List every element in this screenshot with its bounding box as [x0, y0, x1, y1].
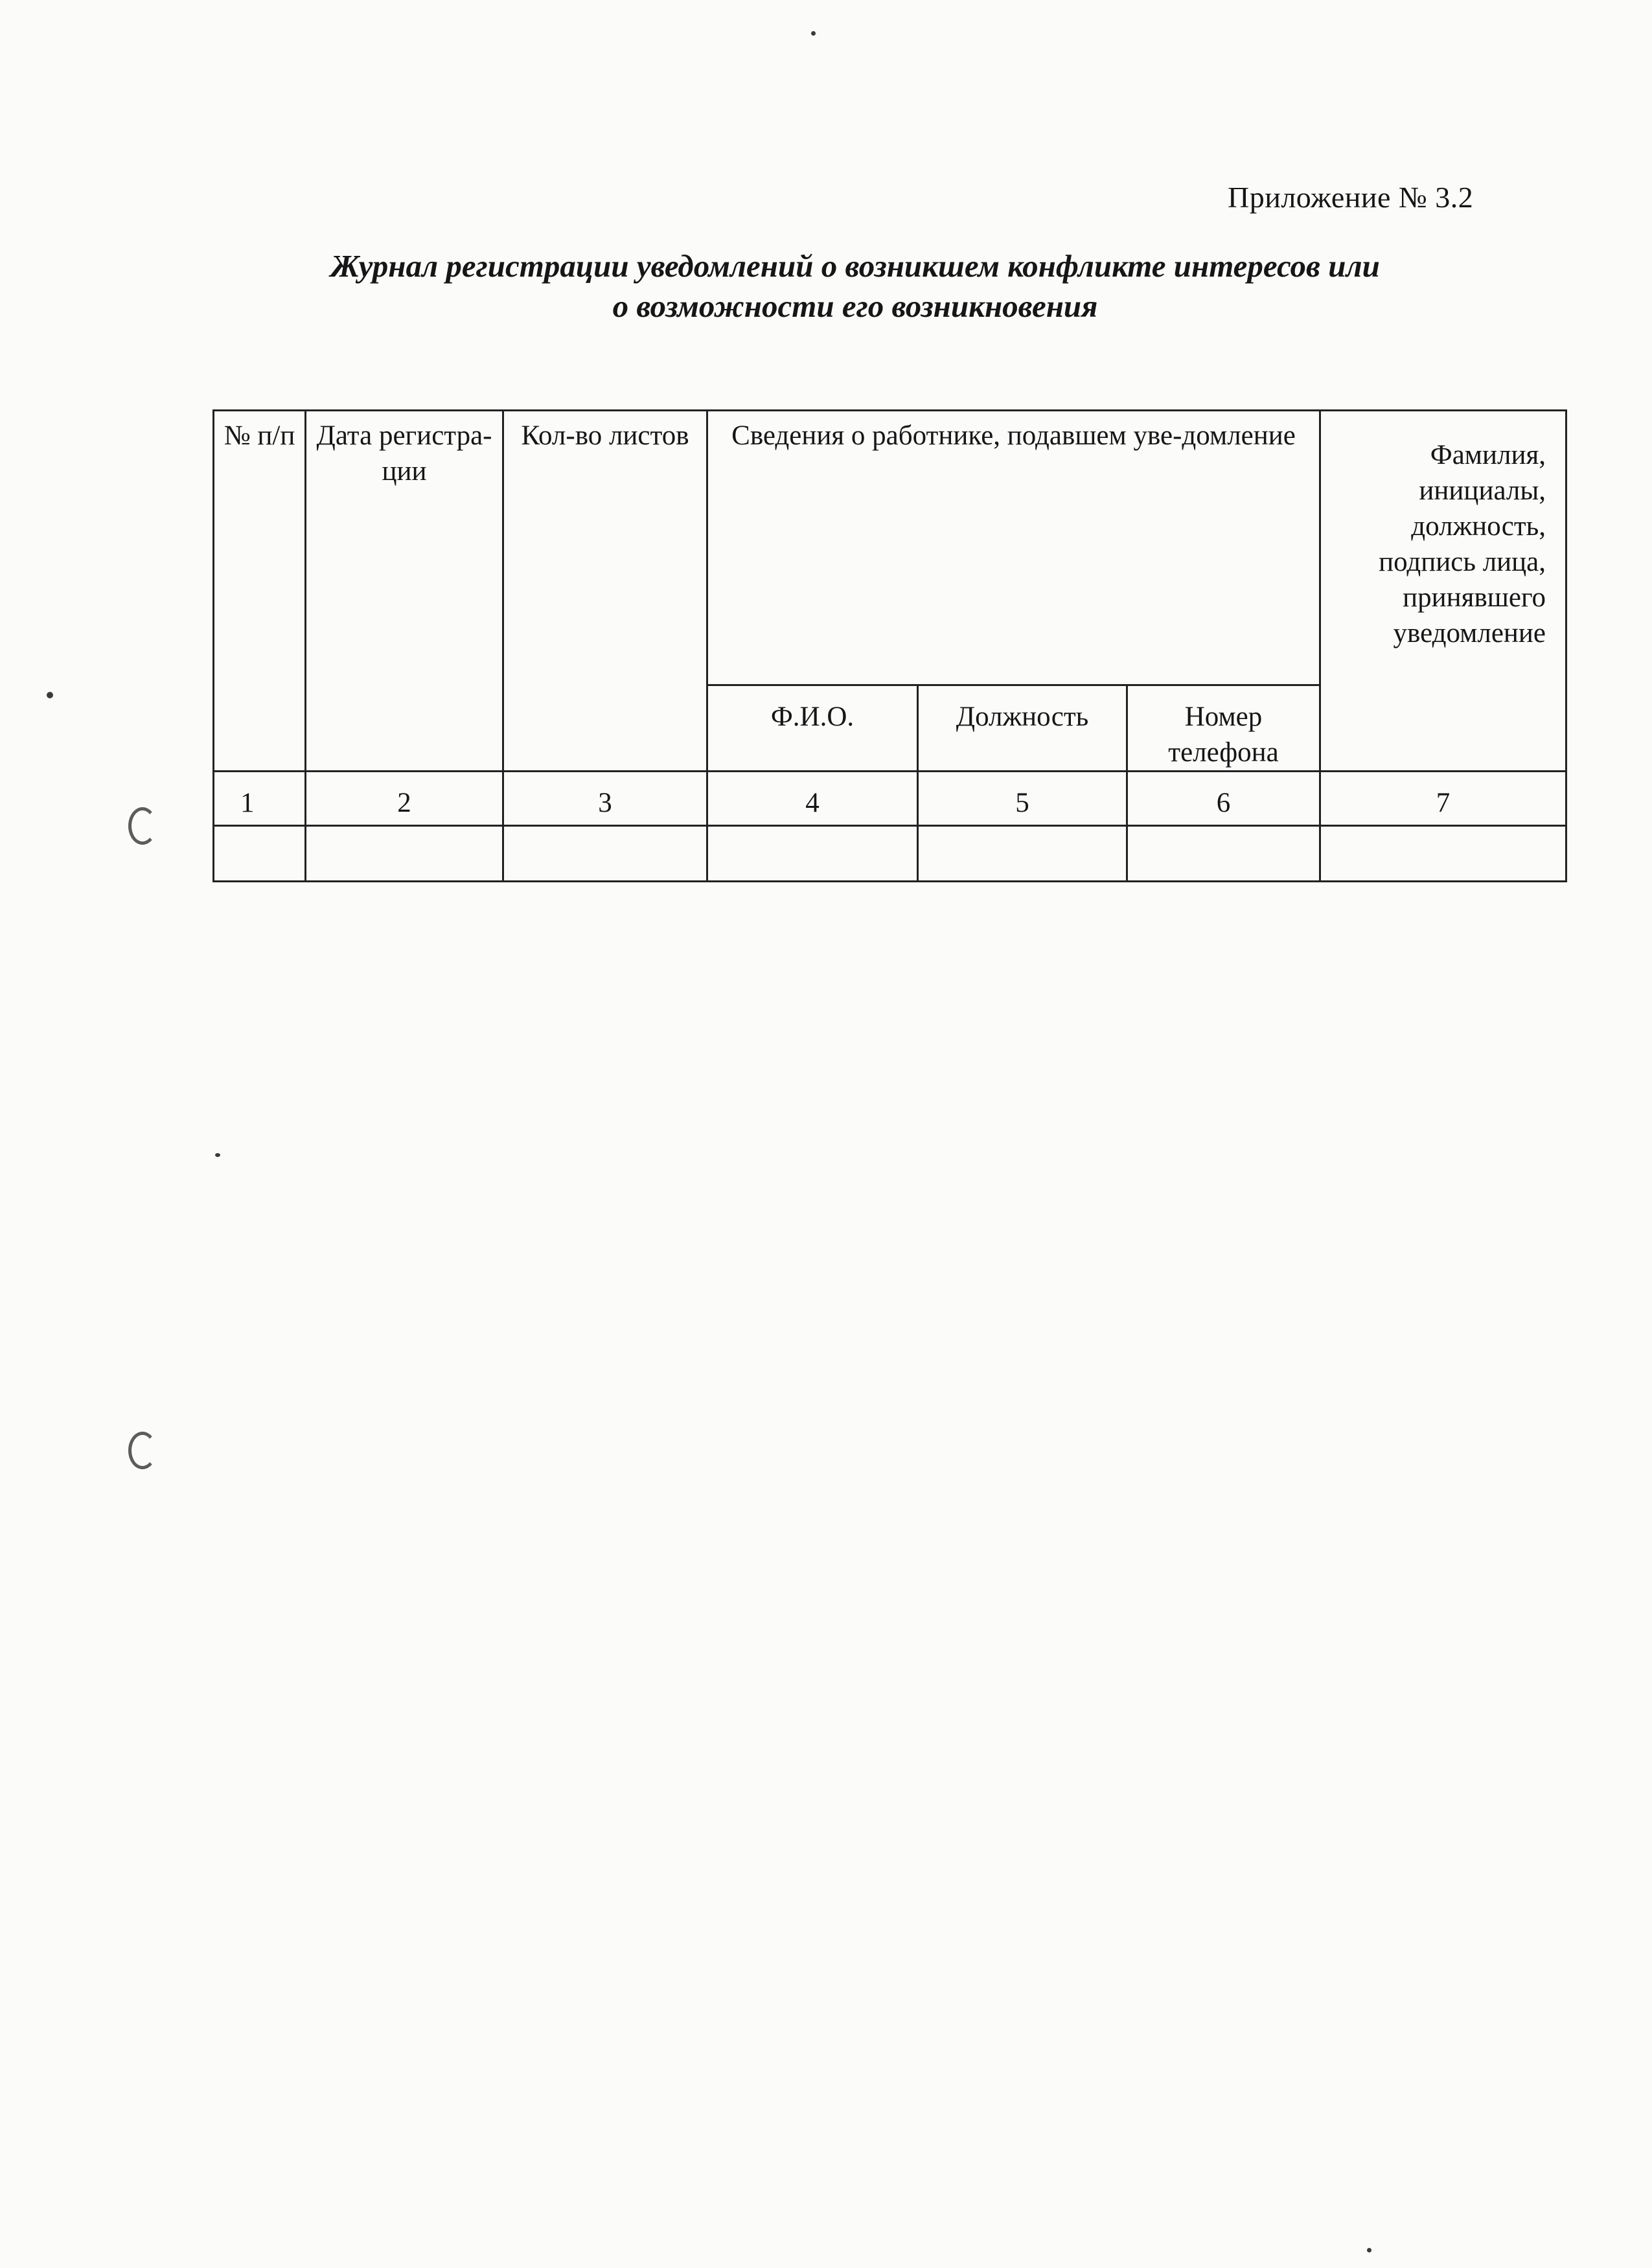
title-line-1: Журнал регистрации уведомлений о возникшем конфликте интересов или [330, 248, 1380, 284]
scan-speck [811, 31, 816, 36]
empty-cell [1320, 826, 1566, 882]
empty-cell [918, 826, 1127, 882]
header-number: № п/п [214, 411, 306, 772]
column-number-2: 2 [306, 772, 503, 826]
scan-speck [1367, 2248, 1371, 2252]
binder-hole-mark [128, 807, 157, 845]
appendix-label: Приложение № 3.2 [1228, 181, 1474, 214]
scan-speck [47, 692, 53, 698]
column-number-5: 5 [918, 772, 1127, 826]
empty-cell [306, 826, 503, 882]
header-sheets: Кол-во листов [503, 411, 707, 772]
subheader-fio: Ф.И.О. [707, 685, 918, 772]
column-number-1: 1 [214, 772, 306, 826]
binder-hole-mark [128, 1432, 157, 1469]
empty-cell [707, 826, 918, 882]
header-employee-info: Сведения о работнике, подавшем уве-домление [707, 411, 1320, 685]
table-number-row [214, 772, 1566, 826]
table-empty-row [214, 826, 1566, 882]
subheader-phone: Номер телефона [1127, 685, 1320, 772]
column-number-3: 3 [503, 772, 707, 826]
subheader-position: Должность [918, 685, 1127, 772]
column-number-6: 6 [1127, 772, 1320, 826]
header-date: Дата регистра-ции [306, 411, 503, 772]
registration-table [212, 409, 1567, 882]
column-number-4: 4 [707, 772, 918, 826]
document-title [214, 246, 1497, 326]
scan-speck [215, 1153, 220, 1157]
empty-cell [503, 826, 707, 882]
table-header-row [214, 411, 1566, 685]
empty-cell [214, 826, 306, 882]
title-line-2: о возможности его возникновения [612, 288, 1098, 324]
header-recipient: Фамилия, инициалы, должность, подпись лица, принявшего уведомление [1320, 411, 1566, 772]
empty-cell [1127, 826, 1320, 882]
column-number-7: 7 [1320, 772, 1566, 826]
